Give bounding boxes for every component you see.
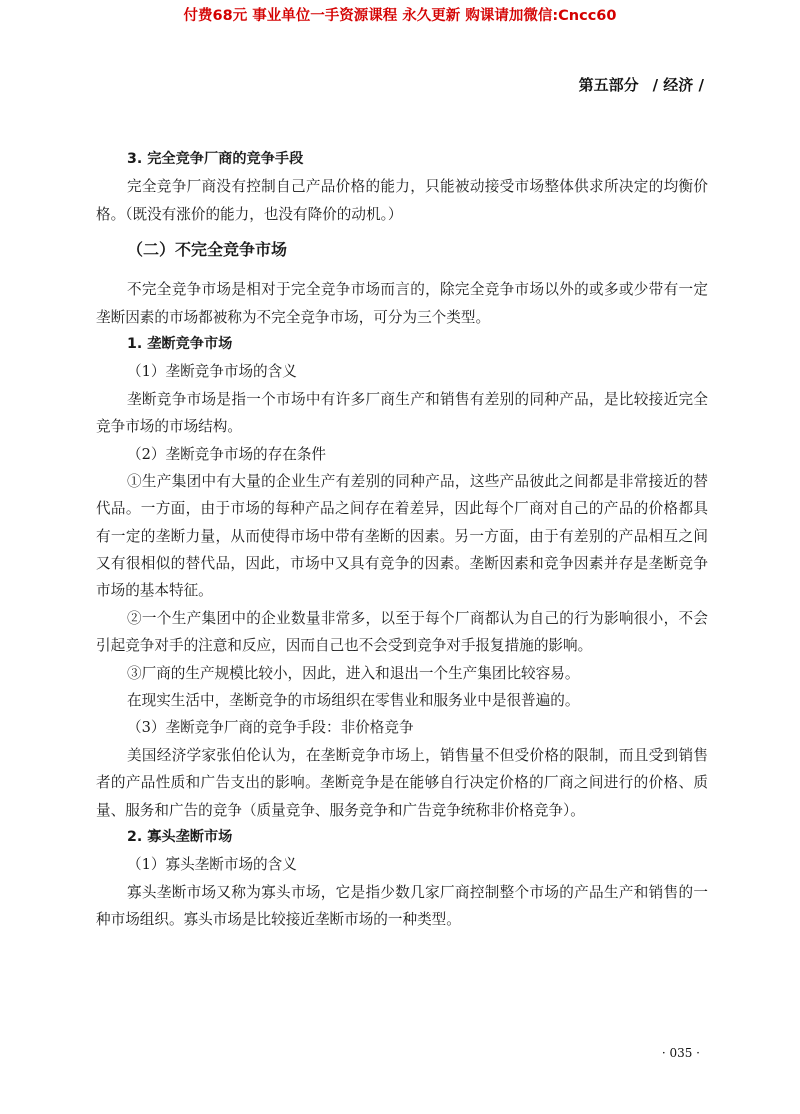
subsection-title: （2）垄断竞争市场的存在条件 <box>127 445 327 463</box>
running-head-section: / 经济 / <box>652 76 704 94</box>
paragraph-line: 完全竞争厂商没有控制自己产品价格的能力，只能被动接受市场整体供求所决定的均衡价 <box>127 178 708 196</box>
paragraph-line: 在现实生活中，垄断竞争的市场组织在零售业和服务业中是很普遍的。 <box>127 692 580 710</box>
subsection-title: （3）垄断竞争厂商的竞争手段：非价格竞争 <box>127 719 414 737</box>
paragraph-line: 又有很相似的替代品，因此，市场中又具有竞争的因素。垄断因素和竞争因素并存是垄断竞争 <box>96 555 708 573</box>
section-heading: 3. 完全竞争厂商的竞争手段 <box>127 151 304 167</box>
paragraph-line: 垄断竞争市场是指一个市场中有许多厂商生产和销售有差别的同种产品，是比较接近完全 <box>127 390 708 408</box>
paragraph-line: ③厂商的生产规模比较小，因此，进入和退出一个生产集团比较容易。 <box>127 664 580 682</box>
paragraph-line: 有一定的垄断力量，从而使得市场中带有垄断的因素。另一方面，由于有差别的产品相互之间 <box>96 527 708 545</box>
paragraph-line: 垄断因素的市场都被称为不完全竞争市场，可分为三个类型。 <box>96 308 491 326</box>
paragraph-line: 不完全竞争市场是相对于完全竞争市场而言的，除完全竞争市场以外的或多或少带有一定 <box>127 281 708 299</box>
watermark-banner: 付费68元 事业单位一手资源课程 永久更新 购课请加微信:Cncc60 <box>183 8 617 24</box>
paragraph-line: ①生产集团中有大量的企业生产有差别的同种产品，这些产品彼此之间都是非常接近的替 <box>127 472 708 490</box>
running-head <box>579 74 704 95</box>
section-heading: 1. 垄断竞争市场 <box>127 335 233 352</box>
paragraph-line: 格。（既没有涨价的能力，也没有降价的动机。） <box>96 205 403 223</box>
paragraph-line: 竞争市场的市场结构。 <box>96 418 242 436</box>
paragraph-line: 种市场组织。寡头市场是比较接近垄断市场的一种类型。 <box>96 911 461 929</box>
chapter-heading: （二）不完全竞争市场 <box>127 240 288 260</box>
page-body <box>96 146 708 934</box>
paragraph-line: 美国经济学家张伯伦认为，在垄断竞争市场上，销售量不但受价格的限制，而且受到销售 <box>127 746 708 764</box>
paragraph-line: 寡头垄断市场又称为寡头市场，它是指少数几家厂商控制整个市场的产品生产和销售的一 <box>127 883 708 901</box>
subsection-title: （1）垄断竞争市场的含义 <box>127 363 297 381</box>
subsection-title: （1）寡头垄断市场的含义 <box>127 856 297 874</box>
paragraph-line: 量、服务和广告的竞争（质量竞争、服务竞争和广告竞争统称非价格竞争）。 <box>96 801 585 819</box>
paragraph-line: ②一个生产集团中的企业数量非常多，以至于每个厂商都认为自己的行为影响很小，不会 <box>127 609 708 627</box>
paragraph-line: 市场的基本特征。 <box>96 582 213 600</box>
paragraph-line: 代品。一方面，由于市场的每种产品之间存在着差异，因此每个厂商对自己的产品的价格都具 <box>96 500 708 518</box>
page-number: · 035 · <box>661 1046 700 1060</box>
running-head-part: 第五部分 <box>578 76 639 94</box>
paragraph-line: 者的产品性质和广告支出的影响。垄断竞争是在能够自行决定价格的厂商之间进行的价格、质 <box>96 774 708 792</box>
paragraph-line: 引起竞争对手的注意和反应，因而自己也不会受到竞争对手报复措施的影响。 <box>96 637 593 655</box>
section-heading: 2. 寡头垄断市场 <box>127 828 233 845</box>
